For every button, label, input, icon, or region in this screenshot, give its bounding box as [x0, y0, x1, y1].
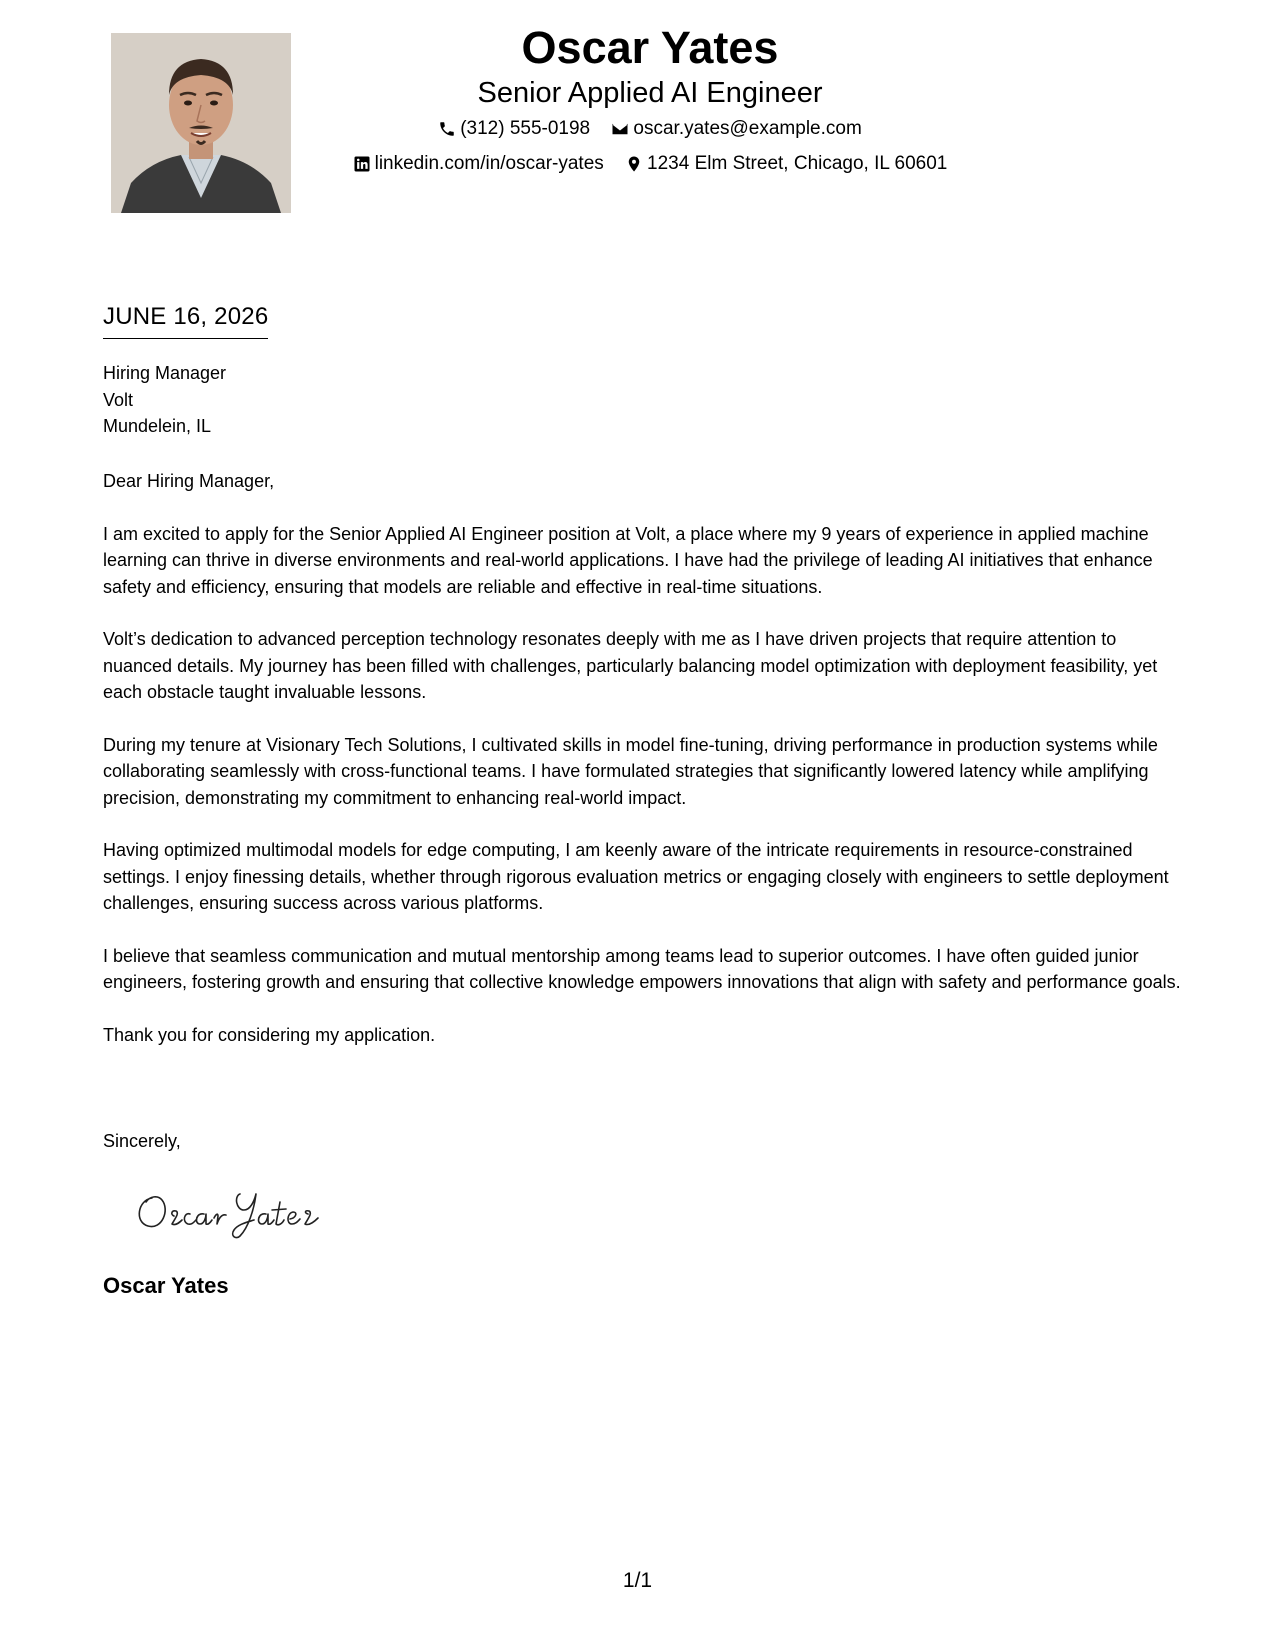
map-pin-icon — [625, 155, 643, 173]
body-paragraph: During my tenure at Visionary Tech Solutions, I cultivated skills in model fine-tuning, driving performance in production systems while collaborating seamlessly with cross-functional teams. I have formulated strategies that significantly lowered latency while amplifying precision, demonstrating my commitment to enhancing real-world impact. — [103, 734, 1158, 808]
phone-number[interactable]: (312) 555-0198 — [460, 118, 591, 139]
envelope-icon — [611, 120, 629, 138]
phone-icon — [438, 120, 456, 138]
phone-contact — [438, 117, 590, 141]
recipient-line: Hiring Manager — [103, 363, 227, 383]
letter-body — [103, 468, 1183, 1074]
letter-date: JUNE 16, 2026 — [103, 302, 268, 339]
applicant-name: Oscar Yates — [521, 22, 779, 73]
body-paragraph: Volt’s dedication to advanced perception technology resonates deeply with me as I have driven projects that require attention to nuanced details. My journey has been filled with challenges, particularly balancing model optimization with deployment feasibility, yet each obstacle taught invaluable lessons. — [103, 629, 1158, 702]
address-contact — [625, 152, 947, 176]
recipient-block — [103, 360, 226, 440]
body-paragraph: I believe that seamless communication and mutual mentorship among teams lead to superior outcomes. I have often guided junior engineers, fostering growth and ensuring that collective knowledge empowers innovations that align with safety and performance goals. — [103, 945, 1181, 992]
contact-row-1 — [300, 117, 1000, 145]
email-address[interactable]: oscar.yates@example.com — [633, 118, 862, 139]
applicant-title: Senior Applied AI Engineer — [477, 77, 823, 109]
closing: Sincerely, — [103, 1131, 181, 1151]
signer-name: Oscar Yates — [103, 1273, 229, 1298]
email-contact — [611, 117, 861, 141]
body-paragraph: Having optimized multimodal models for edge computing, I am keenly aware of the intricate requirements in resource-constrained settings. I enjoy finessing details, whether through rigorous evaluation metrics or engaging closely with engineers to settle deployment challenges, ensuring success across various platforms. — [103, 840, 1169, 913]
street-address: 1234 Elm Street, Chicago, IL 60601 — [647, 153, 948, 174]
recipient-company: Volt — [103, 389, 134, 410]
page-number: 1/1 — [622, 1569, 653, 1592]
handwritten-signature — [130, 1180, 350, 1240]
profile-photo — [111, 33, 291, 213]
salutation: Dear Hiring Manager, — [103, 471, 275, 491]
linkedin-contact — [353, 152, 604, 176]
linkedin-icon — [353, 155, 371, 173]
linkedin-url[interactable]: linkedin.com/in/oscar-yates — [374, 153, 604, 174]
recipient-location: Mundelein, IL — [103, 416, 212, 436]
contact-row-2 — [300, 152, 1000, 180]
body-paragraph: I am excited to apply for the Senior Applied AI Engineer position at Volt, a place where my 9 years of experience in applied machine learning can thrive in diverse environments and real-world applications. I have had the privilege of leading AI initiatives that enhance safety and efficiency, ensuring that models are reliable and effective in real-time situations. — [103, 523, 1153, 597]
body-paragraph: Thank you for considering my application. — [103, 1024, 436, 1045]
letter-header — [300, 20, 1000, 180]
